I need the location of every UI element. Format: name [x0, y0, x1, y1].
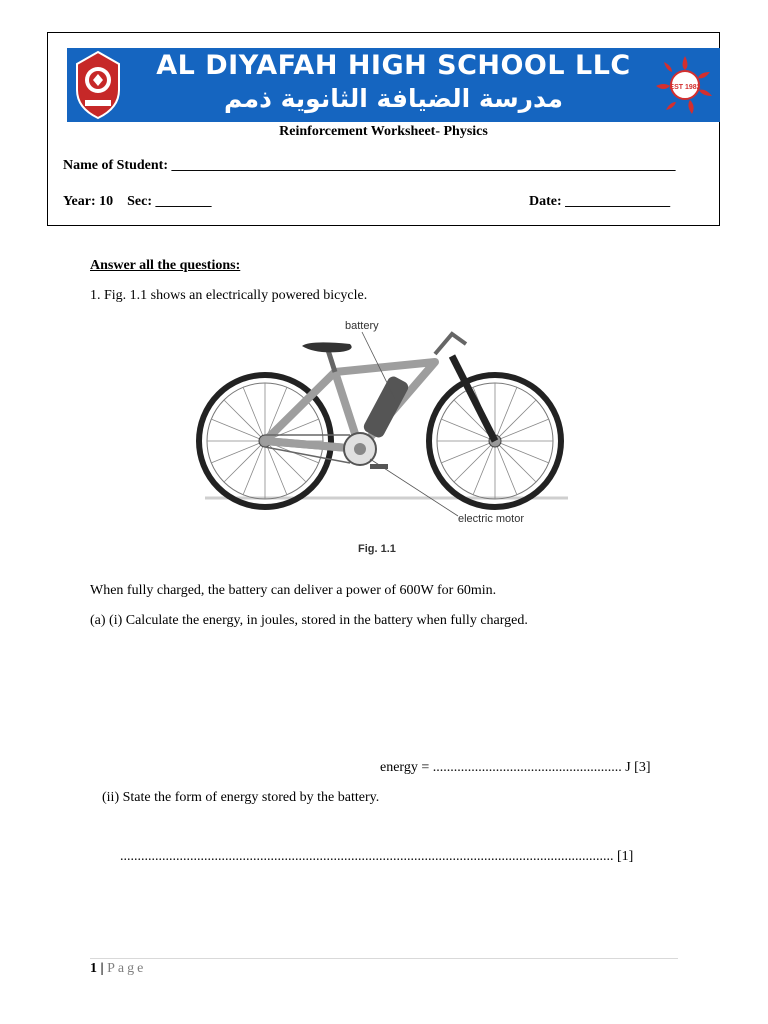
worksheet-title: Reinforcement Worksheet- Physics — [279, 124, 488, 139]
question-a-ii: (ii) State the form of energy stored by the battery. — [102, 790, 380, 805]
electric-motor-label: electric motor — [458, 513, 525, 525]
school-name-arabic: مدرسة الضيافة الثانوية ذمم — [224, 84, 563, 113]
est-1982-text: EST 1982 — [669, 84, 701, 91]
bicycle-figure — [190, 314, 580, 559]
year-section-field: Year: 10 Sec: ________ — [63, 194, 212, 209]
battery-pack — [362, 374, 411, 439]
student-name-field: Name of Student: ________________________________________________________________________ — [63, 158, 676, 173]
date-field: Date: _______________ — [529, 194, 671, 209]
handlebar — [435, 334, 466, 354]
seat-post — [328, 350, 335, 372]
page-number: 1 — [90, 961, 97, 976]
battery-label: battery — [345, 320, 379, 332]
school-banner — [67, 48, 720, 122]
page-footer — [90, 961, 146, 977]
front-fork — [452, 356, 495, 441]
saddle — [302, 342, 352, 352]
page-separator: | — [97, 961, 108, 976]
est-1982-logo — [652, 52, 718, 118]
footer-divider — [90, 958, 678, 959]
instructions-heading: Answer all the questions: — [90, 258, 241, 273]
energy-answer-line[interactable]: energy = ...................................................... J [3] — [380, 760, 651, 775]
energy-form-answer-line[interactable]: ............................................................................................................................................. [1] — [120, 849, 634, 864]
school-name-english: AL DIYAFAH HIGH SCHOOL LLC — [156, 50, 631, 81]
battery-power-statement: When fully charged, the battery can deliver a power of 600W for 60min. — [90, 583, 497, 598]
question-a-i: (a) (i) Calculate the energy, in joules, stored in the battery when fully charged. — [90, 613, 528, 628]
figure-caption: Fig. 1.1 — [358, 543, 396, 555]
page-word: Page — [107, 961, 147, 976]
question-1-intro: 1. Fig. 1.1 shows an electrically powered bicycle. — [90, 288, 368, 303]
worksheet-header — [47, 32, 720, 226]
